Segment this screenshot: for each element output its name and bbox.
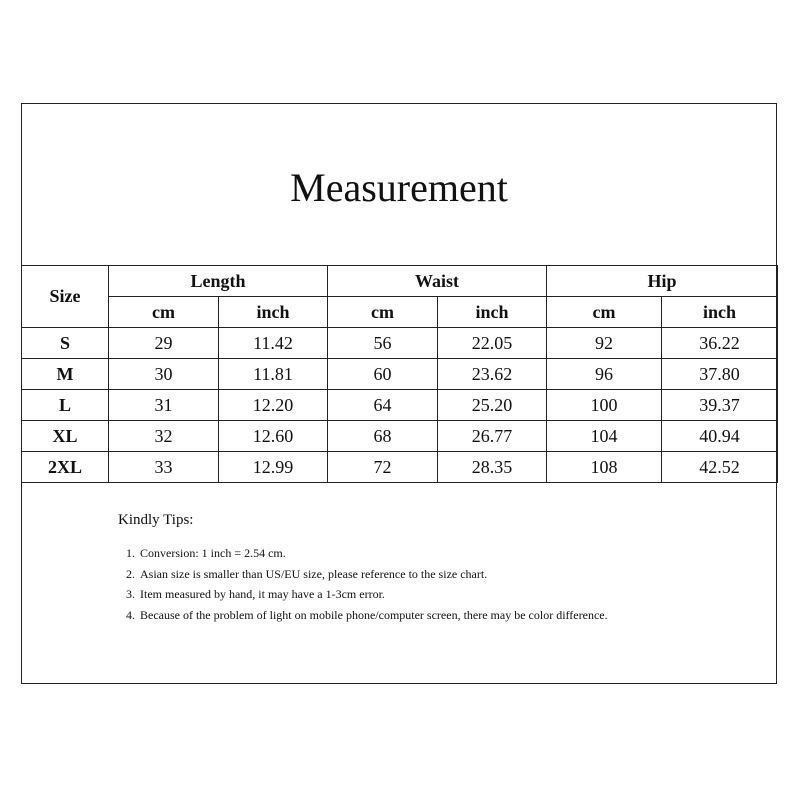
tip-item: 2. Asian size is smaller than US/EU size, please reference to the size chart.	[138, 564, 678, 585]
size-label: XL	[22, 421, 109, 452]
table-cell: 108	[547, 452, 662, 483]
table-cell: 12.99	[219, 452, 328, 483]
table-cell: 96	[547, 359, 662, 390]
unit-header: inch	[438, 297, 547, 328]
table-row	[22, 390, 778, 421]
tips-heading: Kindly Tips:	[118, 512, 194, 528]
unit-header: cm	[109, 297, 219, 328]
table-cell: 28.35	[438, 452, 547, 483]
length-header: Length	[109, 266, 328, 297]
table-cell: 60	[328, 359, 438, 390]
unit-header: inch	[219, 297, 328, 328]
table-cell: 31	[109, 390, 219, 421]
size-label: L	[22, 390, 109, 421]
table-cell: 23.62	[438, 359, 547, 390]
tip-item: 3. Item measured by hand, it may have a 1-3cm error.	[138, 584, 678, 605]
table-cell: 104	[547, 421, 662, 452]
page-title: Measurement	[290, 165, 508, 210]
table-cell: 33	[109, 452, 219, 483]
unit-header: cm	[328, 297, 438, 328]
table-cell: 92	[547, 328, 662, 359]
table-header-row	[22, 266, 778, 297]
tip-item: 4. Because of the problem of light on mobile phone/computer screen, there may be color difference.	[138, 605, 678, 626]
table-cell: 11.42	[219, 328, 328, 359]
table-row	[22, 421, 778, 452]
table-cell: 64	[328, 390, 438, 421]
table-cell: 29	[109, 328, 219, 359]
size-label: S	[22, 328, 109, 359]
table-cell: 32	[109, 421, 219, 452]
tip-item: 1. Conversion: 1 inch = 2.54 cm.	[138, 543, 678, 564]
kindly-tips	[118, 512, 678, 625]
table-row	[22, 359, 778, 390]
table-cell: 42.52	[662, 452, 778, 483]
table-cell: 30	[109, 359, 219, 390]
measurement-chart	[21, 103, 777, 684]
size-table	[21, 265, 778, 483]
table-cell: 25.20	[438, 390, 547, 421]
table-cell: 72	[328, 452, 438, 483]
table-row	[22, 452, 778, 483]
table-cell: 40.94	[662, 421, 778, 452]
table-cell: 22.05	[438, 328, 547, 359]
table-cell: 36.22	[662, 328, 778, 359]
table-cell: 12.20	[219, 390, 328, 421]
waist-header: Waist	[328, 266, 547, 297]
hip-header: Hip	[547, 266, 778, 297]
size-label: 2XL	[22, 452, 109, 483]
size-label: M	[22, 359, 109, 390]
table-cell: 37.80	[662, 359, 778, 390]
unit-header-row	[22, 297, 778, 328]
table-cell: 39.37	[662, 390, 778, 421]
unit-header: cm	[547, 297, 662, 328]
table-cell: 12.60	[219, 421, 328, 452]
table-cell: 56	[328, 328, 438, 359]
size-header: Size	[22, 266, 109, 328]
table-cell: 11.81	[219, 359, 328, 390]
table-cell: 26.77	[438, 421, 547, 452]
table-cell: 68	[328, 421, 438, 452]
unit-header: inch	[662, 297, 778, 328]
table-row	[22, 328, 778, 359]
tips-list	[118, 543, 678, 625]
table-cell: 100	[547, 390, 662, 421]
